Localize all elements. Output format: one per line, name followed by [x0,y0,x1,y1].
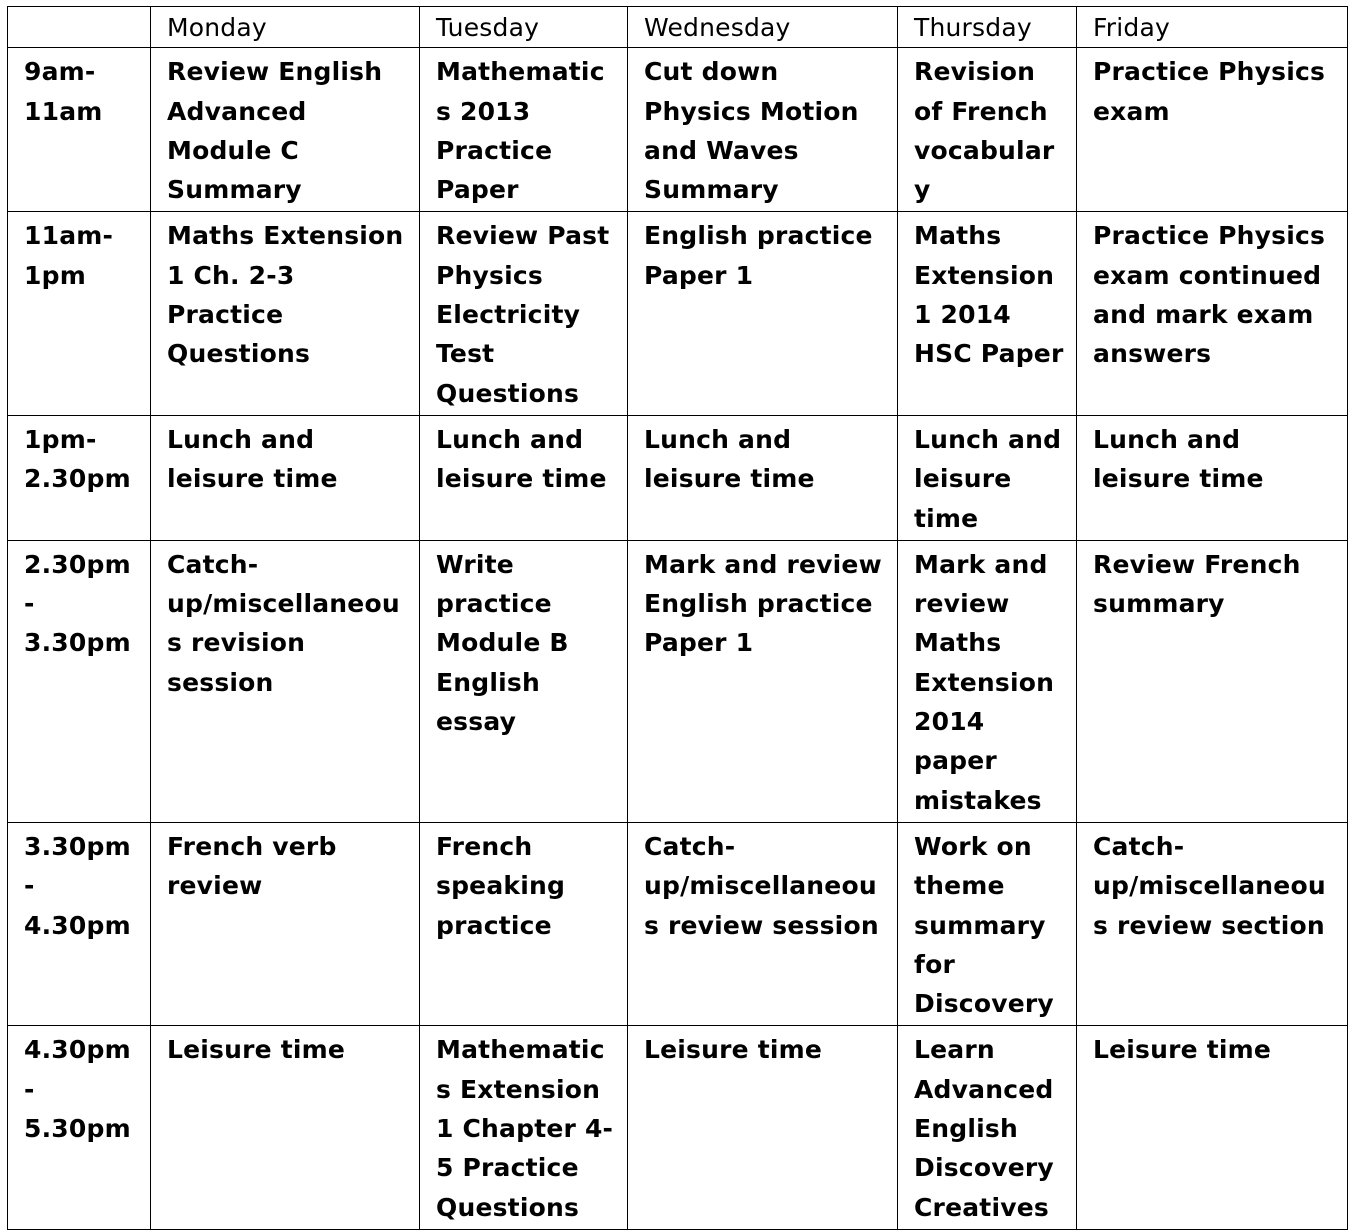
time-slot-cell: 3.30pm- 4.30pm [8,822,151,1025]
tuesday-cell: Mathematics Extension 1 Chapter 4-5 Practice Questions [420,1026,628,1229]
time-slot-cell: 4.30pm- 5.30pm [8,1026,151,1229]
table-row [8,540,1348,822]
tuesday-cell: Review Past Physics Electricity Test Questions [420,212,628,415]
thursday-cell: Revision of French vocabulary [898,48,1077,212]
wednesday-cell: Cut down Physics Motion and Waves Summary [628,48,898,212]
thursday-cell: Lunch and leisure time [898,415,1077,540]
wednesday-cell: Lunch and leisure time [628,415,898,540]
wednesday-cell: Leisure time [628,1026,898,1229]
friday-cell: Catch-up/miscellaneous review section [1077,822,1348,1025]
header-monday: Monday [151,7,420,48]
monday-cell: Leisure time [151,1026,420,1229]
wednesday-cell: Mark and review English practice Paper 1 [628,540,898,822]
friday-cell: Leisure time [1077,1026,1348,1229]
monday-cell: Maths Extension 1 Ch. 2-3 Practice Questions [151,212,420,415]
header-friday: Friday [1077,7,1348,48]
thursday-cell: Maths Extension 1 2014 HSC Paper [898,212,1077,415]
header-wednesday: Wednesday [628,7,898,48]
monday-cell: Lunch and leisure time [151,415,420,540]
thursday-cell: Work on theme summary for Discovery [898,822,1077,1025]
monday-cell: Catch-up/miscellaneous revision session [151,540,420,822]
time-slot-cell: 11am- 1pm [8,212,151,415]
monday-cell: French verb review [151,822,420,1025]
friday-cell: Review French summary [1077,540,1348,822]
wednesday-cell: English practice Paper 1 [628,212,898,415]
table-row [8,415,1348,540]
friday-cell: Practice Physics exam [1077,48,1348,212]
header-tuesday: Tuesday [420,7,628,48]
header-time-corner [8,7,151,48]
thursday-cell: Learn Advanced English Discovery Creatives [898,1026,1077,1229]
wednesday-cell: Catch-up/miscellaneous review session [628,822,898,1025]
table-row [8,212,1348,415]
header-row [8,7,1348,48]
tuesday-cell: Lunch and leisure time [420,415,628,540]
table-row [8,48,1348,212]
study-timetable [7,6,1348,1230]
time-slot-cell: 2.30pm- 3.30pm [8,540,151,822]
thursday-cell: Mark and review Maths Extension 2014 paper mistakes [898,540,1077,822]
header-thursday: Thursday [898,7,1077,48]
tuesday-cell: Mathematics 2013 Practice Paper [420,48,628,212]
friday-cell: Lunch and leisure time [1077,415,1348,540]
time-slot-cell: 9am- 11am [8,48,151,212]
monday-cell: Review English Advanced Module C Summary [151,48,420,212]
friday-cell: Practice Physics exam continued and mark exam answers [1077,212,1348,415]
table-row [8,1026,1348,1229]
tuesday-cell: French speaking practice [420,822,628,1025]
table-row [8,822,1348,1025]
tuesday-cell: Write practice Module B English essay [420,540,628,822]
time-slot-cell: 1pm- 2.30pm [8,415,151,540]
